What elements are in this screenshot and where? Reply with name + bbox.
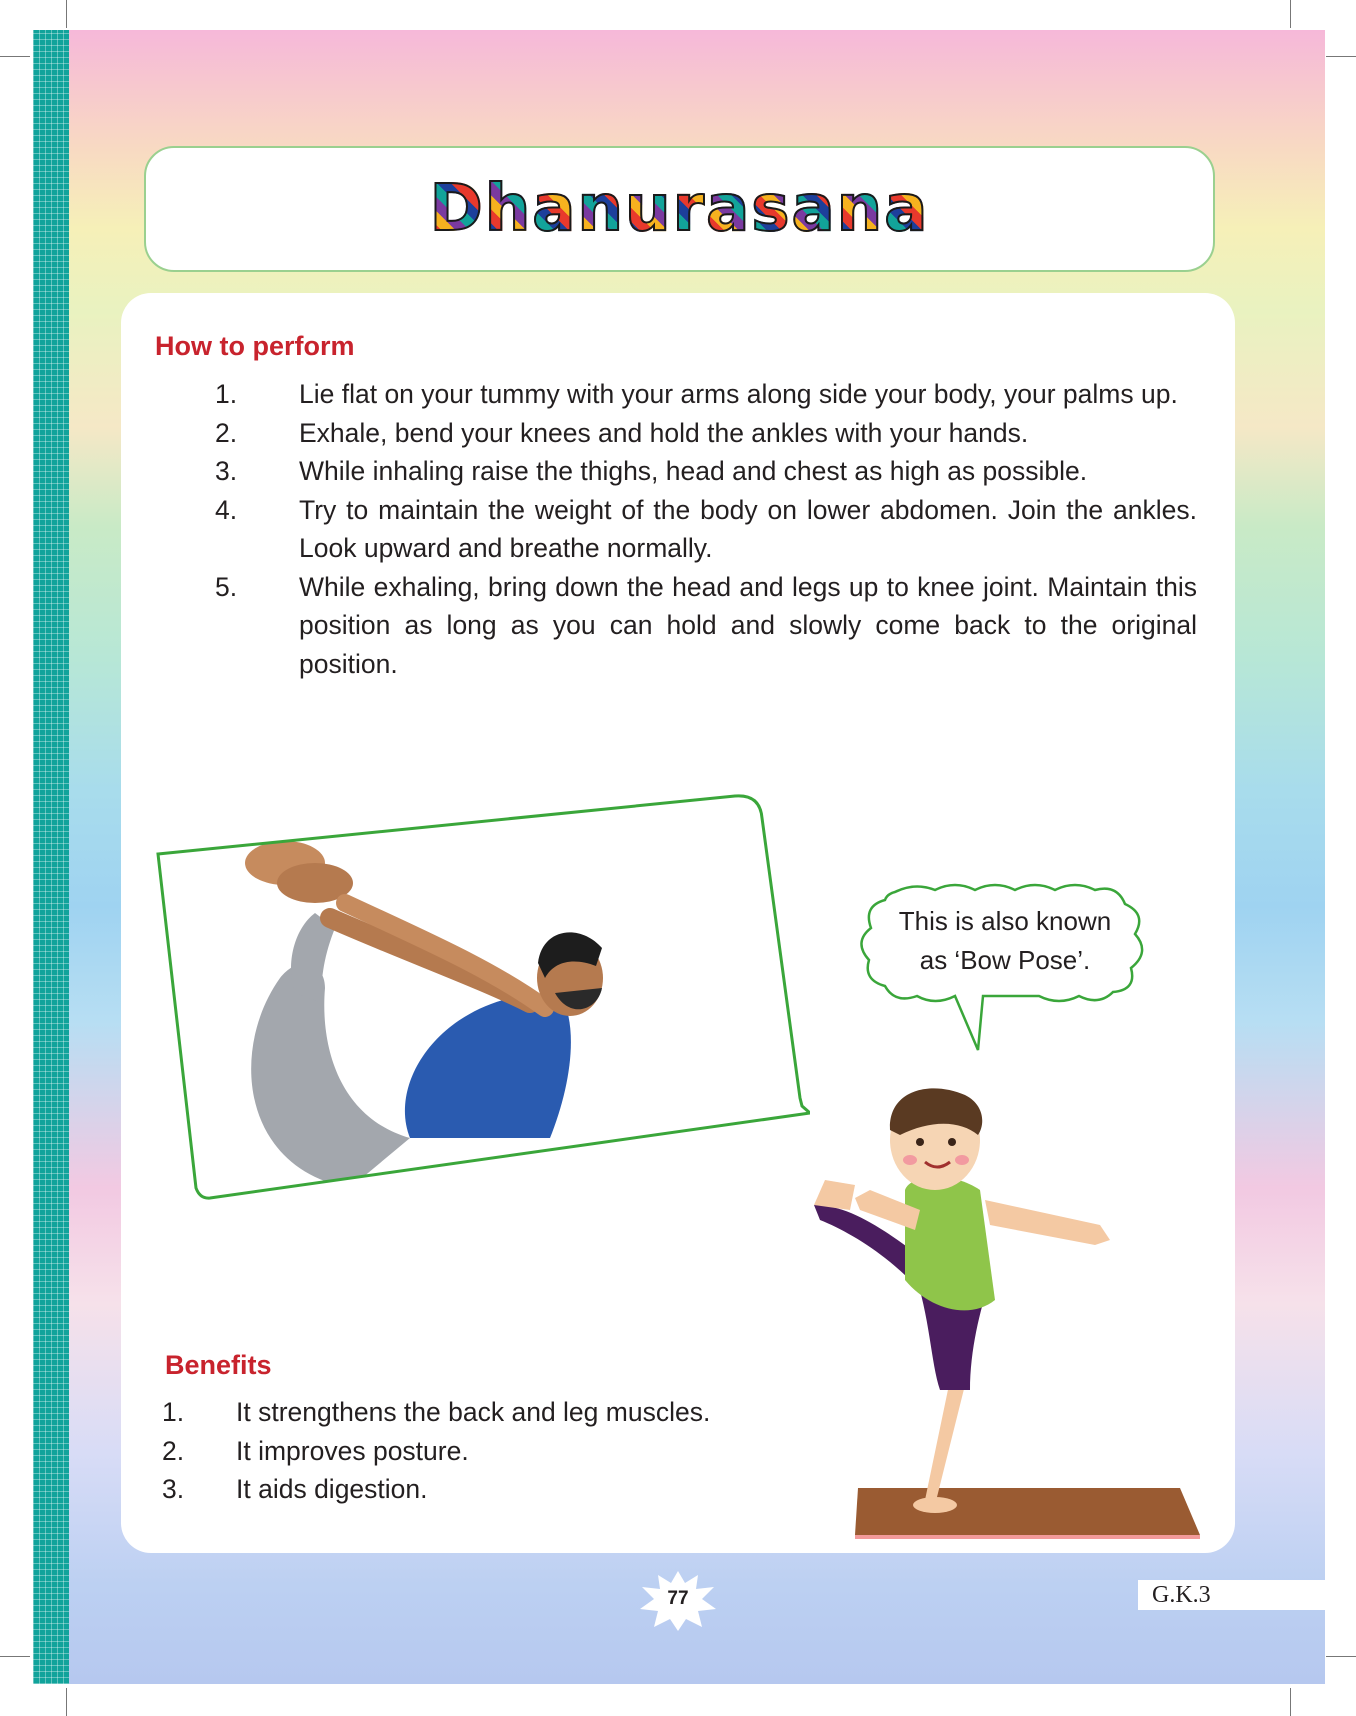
list-item [215, 414, 1197, 453]
crop-mark [1326, 56, 1356, 57]
benefit-number: 2. [162, 1435, 185, 1466]
benefit-text: It strengthens the back and leg muscles. [236, 1397, 711, 1427]
list-item [215, 375, 1197, 414]
step-number: 2. [215, 417, 238, 448]
steps-list [215, 375, 1197, 683]
benefit-text: It improves posture. [236, 1435, 469, 1466]
crop-mark [1290, 0, 1291, 28]
step-text: While inhaling raise the thighs, head and chest as high as possible. [299, 456, 1088, 486]
step-number: 4. [215, 494, 238, 525]
step-text: While exhaling, bring down the head and legs up to knee joint. Maintain this position as long as you can hold and slowly come back to the original position. [299, 571, 1197, 679]
step-number: 3. [215, 456, 238, 486]
benefit-text: It aids digestion. [236, 1474, 428, 1504]
page-spine-strip [33, 30, 69, 1684]
list-item [215, 452, 1197, 491]
crop-mark [0, 56, 30, 57]
title-box [144, 146, 1215, 272]
page-title: Dhanurasana [146, 172, 1213, 246]
how-to-heading: How to perform [155, 331, 355, 361]
step-number: 5. [215, 571, 238, 602]
list-item [162, 1393, 862, 1432]
benefits-list [162, 1393, 862, 1509]
benefit-number: 1. [162, 1397, 185, 1427]
bow-pose-photo [150, 788, 810, 1278]
speech-bubble-line2: as ‘Bow Pose’. [919, 945, 1091, 975]
speech-bubble-text [880, 902, 1130, 980]
crop-mark [1290, 1688, 1291, 1716]
list-item [162, 1470, 862, 1509]
step-text: Try to maintain the weight of the body on lower abdomen. Join the ankles. Look upward and breathe normally. [299, 494, 1197, 563]
speech-bubble-line1: This is also known [898, 906, 1112, 936]
step-text: Exhale, bend your knees and hold the ankles with your hands. [299, 417, 1029, 448]
benefit-number: 3. [162, 1474, 185, 1504]
crop-mark [0, 1656, 30, 1657]
step-text: Lie flat on your tummy with your arms along side your body, your palms up. [299, 379, 1178, 409]
list-item [162, 1432, 862, 1471]
book-code: G.K.3 [1152, 1582, 1211, 1608]
page-number: 77 [667, 1588, 689, 1609]
crop-mark [66, 0, 67, 28]
crop-mark [1326, 1656, 1356, 1657]
cartoon-kid-illustration [810, 1080, 1230, 1540]
book-code-tag [1138, 1580, 1325, 1610]
crop-mark [66, 1688, 67, 1716]
list-item [215, 568, 1197, 684]
benefits-heading: Benefits [165, 1350, 272, 1380]
list-item [215, 491, 1197, 568]
step-number: 1. [215, 379, 238, 409]
